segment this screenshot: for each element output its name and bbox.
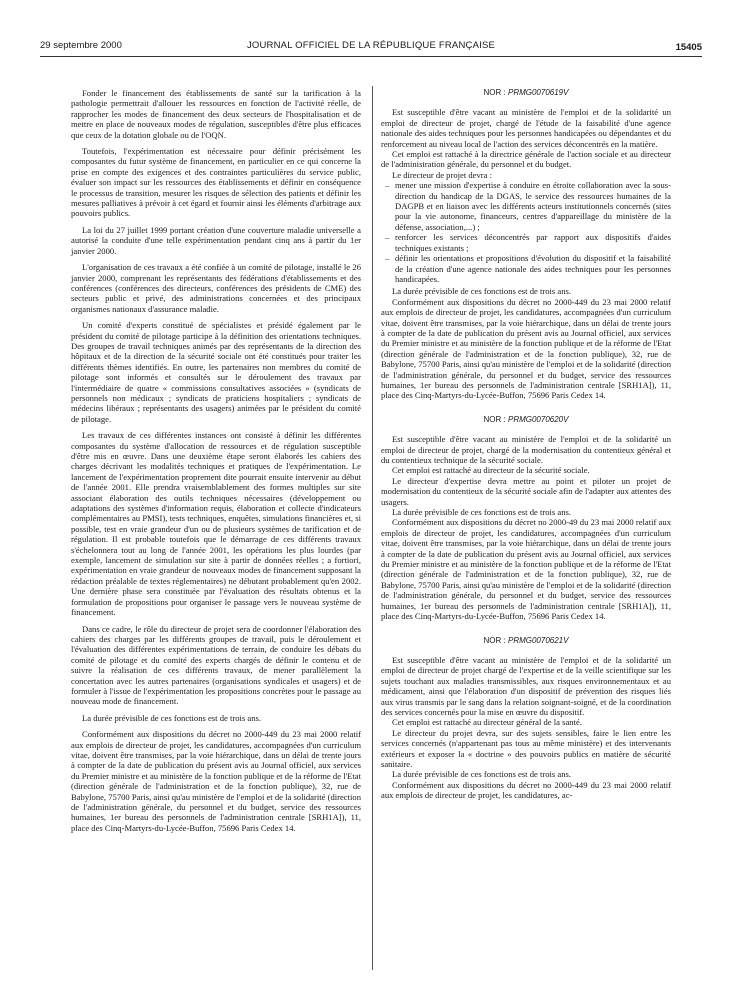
paragraph: Conformément aux dispositions du décret no 2000-49 du 23 mai 2000 relatif aux emplois de directeur de projet, les candidatures, accompagnées d'un curriculum vitae, doivent être transmises, par la voie hiérarchique, dans un délai de trente jours à compter de la date de publication du présent avis au Journal officiel, aux services du Premier ministre et au ministère de la fonction publique et de la réforme de l'Etat (direction générale de l'administration et de la fonction publique), 32, rue de Babylone, 75700 Paris, ainsi qu'au ministère de l'emploi et de la solidarité (direction de l'administration générale, du personnel et du budget, service des ressources humaines, 1er bureau des personnels de l'administration centrale [SRH1A]), 11, place des Cinq-Martyrs-du-Lycée-Buffon, 75696 Paris Cedex 14.: [381, 517, 671, 622]
paragraph: La durée prévisible de ces fonctions est de trois ans.: [392, 769, 571, 780]
header-rule: [40, 56, 702, 57]
paragraph: La durée prévisible de ces fonctions est de trois ans.: [392, 507, 571, 518]
page-number: 15405: [675, 42, 702, 53]
paragraph: Le directeur d'expertise devra mettre au point et piloter un projet de modernisation du contentieux de la sécurité sociale afin de l'adapter aux attentes des usagers.: [381, 475, 671, 507]
paragraph: Est susceptible d'être vacant au ministère de l'emploi et de la solidarité un emploi de directeur de projet, chargé de la modernisation du contentieux général et du contentieux technique de la sécurité sociale.: [381, 434, 671, 465]
paragraph: Conformément aux dispositions du décret no 2000-449 du 23 mai 2000 relatif aux emplois de directeur de projet, les candidatures, accompagnées d'un curriculum vitae, doivent être transmises, par la voie hiérarchique, dans un délai de trente jours à compter de la date de publication du présent avis au Journal officiel, aux services du Premier ministre et au ministère de la fonction publique et de la réforme de l'Etat (direction générale de l'administration et de la fonction publique), 32, rue de Babylone, 75700 Paris, ainsi qu'au ministère de l'emploi et de la solidarité (direction de l'administration générale, du personnel et du budget, service des ressources humaines, 1er bureau des personnels de l'administration centrale [SRH1A]), 11, place des Cinq-Martyrs-du-Lycée-Buffon, 75696 Paris Cedex 14.: [381, 296, 671, 401]
paragraph: Fonder le financement des établissements de santé sur la tarification à la pathologie permettrait d'allouer les ressources en fonction de l'activité réelle, de rapprocher les modes de financement des deux secteurs de l'hospitalisation et de mettre en place de nouveaux modes de régulation, susceptibles d'être plus efficaces que ceux de la dotation globale ou de l'OQN.: [71, 88, 361, 140]
header-date: 29 septembre 2000: [40, 40, 122, 51]
left-column: [71, 88, 361, 839]
paragraph: Le directeur de projet devra :: [392, 169, 492, 180]
paragraph: La durée prévisible de ces fonctions est de trois ans.: [82, 712, 261, 723]
paragraph: Le directeur du projet devra, sur des sujets sensibles, faire le lien entre les services concernés (n'appartenant pas tous au même ministère) et des intervenants extérieurs et exposer la « doctrine » des pouvoirs publics en matière de sécurité sanitaire.: [381, 727, 671, 769]
list-item: – mener une mission d'expertise à conduire en étroite collaboration avec la sous-direction du handicap de la DGAS, le service des ressources humaines de la DAGPB et en liaison avec les différents acteurs institutionnels concernés (sites pour la vie autonome, financeurs, centres d'appareillage du ministère de la défense, association,...) ;: [395, 180, 671, 232]
nor-reference: NOR : PRMG0070619V: [483, 88, 569, 97]
paragraph: La durée prévisible de ces fonctions est de trois ans.: [392, 286, 571, 297]
nor-reference: NOR : PRMG0070621V: [483, 635, 569, 645]
page-header: [40, 40, 702, 56]
paragraph: Un comité d'experts constitué de spécialistes et présidé également par le président du comité de pilotage participe à la définition des orientations techniques. Des groupes de travail techniques animés par des représentants de la direction des hôpitaux et de la direction de la sécurité sociale ont été constitués pour traiter les différents thèmes identifiés. En outre, les partenaires non membres du comité de pilotage sont informés et consultés sur le déroulement des travaux par l'intermédiaire de quatre « commissions consultatives associées » (syndicats de personnels non médicaux ; syndicats de praticiens hospitaliers ; syndicats de médecins libéraux ; représentants des usagers) animées par le président du comité de pilotage.: [71, 320, 361, 424]
paragraph: La loi du 27 juillet 1999 portant création d'une couverture maladie universelle a autorisé la conduite d'une telle expérimentation pendant cinq ans à partir du 1er janvier 2000.: [71, 224, 361, 256]
list-item: – renforcer les services déconcentrés par rapport aux dispositifs d'aides techniques existants ;: [395, 232, 671, 253]
column-divider: [372, 86, 373, 970]
paragraph: Est susceptible d'être vacant au ministère de l'emploi et de la solidarité un emploi de directeur de projet, chargé de l'étude de la faisabilité d'une agence nationale des aides techniques pour les personnes handicapées ou dépendantes et du renforcement au niveau local de l'action des services déconcentrés en la matière.: [381, 107, 671, 149]
journal-title: JOURNAL OFFICIEL DE LA RÉPUBLIQUE FRANÇAISE: [246, 40, 496, 51]
nor-reference: NOR : PRMG0070620V: [483, 414, 569, 424]
paragraph: Est susceptible d'être vacant au ministère de l'emploi et de la solidarité un emploi de directeur de projet chargé de l'expertise et de la veille scientifique sur les sujets touchant aux maladies transmissibles, aux risques environnementaux et au médicament, ainsi que l'élaboration d'un dispositif de prévention des risques liés aux virus transmis par le sang dans la relation soignant-soigné, et de la coordination des services concernés pour la mise en œuvre du dispositif.: [381, 654, 671, 717]
right-column: [381, 88, 671, 801]
paragraph: Conformément aux dispositions du décret no 2000-449 du 23 mai 2000 relatif aux emplois de directeur de projet, les candidatures, ac-: [381, 779, 671, 801]
paragraph: Dans ce cadre, le rôle du directeur de projet sera de coordonner l'élaboration des cahiers des charges par les différents groupes de travail, puis le déroulement et l'évaluation des différentes expérimentations de terrain, de conduire les débats du comité de pilotage et du comité des experts chargés de définir le contenu et de suivre la réalisation de ces différents travaux, de mener parallèlement la concertation avec les autres partenaires (organisations syndicales et usagers) et de formuler à l'issue de l'expérimentation les propositions concrètes pour le passage au nouveau mode de financement.: [71, 623, 361, 707]
paragraph: Conformément aux dispositions du décret no 2000-449 du 23 mai 2000 relatif aux emplois de directeur de projet, les candidatures, accompagnées d'un curriculum vitae, doivent être transmises, par la voie hiérarchique, dans un délai de trente jours à compter de la date de publication du présent avis au Journal officiel, aux services du Premier ministre et au ministère de la fonction publique et de la réforme de l'Etat (direction générale de l'administration et de la fonction publique), 32, rue de Babylone, 75700 Paris, ainsi qu'au ministère de l'emploi et de la solidarité (direction de l'administration générale, du personnel et du budget, service des ressources humaines, 1er bureau des personnels de l'administration centrale [SRH1A]), 11, place des Cinq-Martyrs-du-Lycée-Buffon, 75696 Paris Cedex 14.: [71, 729, 361, 833]
paragraph: L'organisation de ces travaux a été confiée à un comité de pilotage, installé le 26 janvier 2000, comprenant les représentants des fédérations d'établissements et des conférences (conférences des directeurs, conférences des présidents de CME) des secteurs public et privé, des administrations concernées et des principaux organismes nationaux d'assurance maladie.: [71, 262, 361, 314]
paragraph: Toutefois, l'expérimentation est nécessaire pour définir précisément les composantes du futur système de financement, en particulier en ce qui concerne la prise en compte des exigences et des contraintes particulières du service public, évaluer son impact sur les ressources des établissements et définir en conséquence le processus de transition, mesurer les risques de sélection des patients et définir les mesures palliatives à prévoir à cet égard et fournir ainsi les éléments d'arbitrage aux pouvoirs publics.: [71, 146, 361, 219]
paragraph: Cet emploi est rattaché au directeur général de la santé.: [392, 717, 582, 728]
paragraph: Cet emploi est rattaché au directeur de la sécurité sociale.: [392, 465, 590, 476]
list-item: – définir les orientations et propositions d'évolution du dispositif et la faisabilité de la création d'une agence nationale des aides techniques pour les personnes handicapées.: [395, 253, 671, 284]
paragraph: Les travaux de ces différentes instances ont consisté à définir les différentes composantes du système d'allocation de ressources et de régulation susceptible d'être mis en œuvre. Dans une deuxième étape seront élaborés les cahiers des charges décrivant les modalités techniques et pratiques de l'expérimentation. Le lancement de l'expérimentation proprement dite pourrait ensuite intervenir au début de l'année 2001. Elle prendra vraisemblablement des formes multiples sur site associant élaboration des outils techniques nécessaires (développement ou adaptations des systèmes d'information requis, élaboration et collecte d'indicateurs complémentaires au PMSI), tests techniques, enquêtes, simulations financières et, si possible, test en vraie grandeur d'un ou de plusieurs systèmes de tarification et de régulation. Il est probable toutefois que le démarrage de ces différents travaux s'échelonnera tout au long de l'année 2001, les opérations les plus lourdes (par exemple, lancement de simulation sur site à partir de données réelles ; a fortiori, expérimentation en vraie grandeur de nouveaux modes de financement supposant la rédaction préalable de textes réglementaires) ne débutant probablement qu'en 2002. Une dernière phase sera constituée par l'évaluation des résultats obtenus et la formulation de propositions pour organiser le passage vers le nouveau système de financement.: [71, 430, 361, 618]
duty-list: [381, 180, 671, 284]
paragraph: Cet emploi est rattaché à la directrice générale de l'action sociale et au directeur de l'administration générale, du personnel et du budget.: [381, 149, 671, 170]
